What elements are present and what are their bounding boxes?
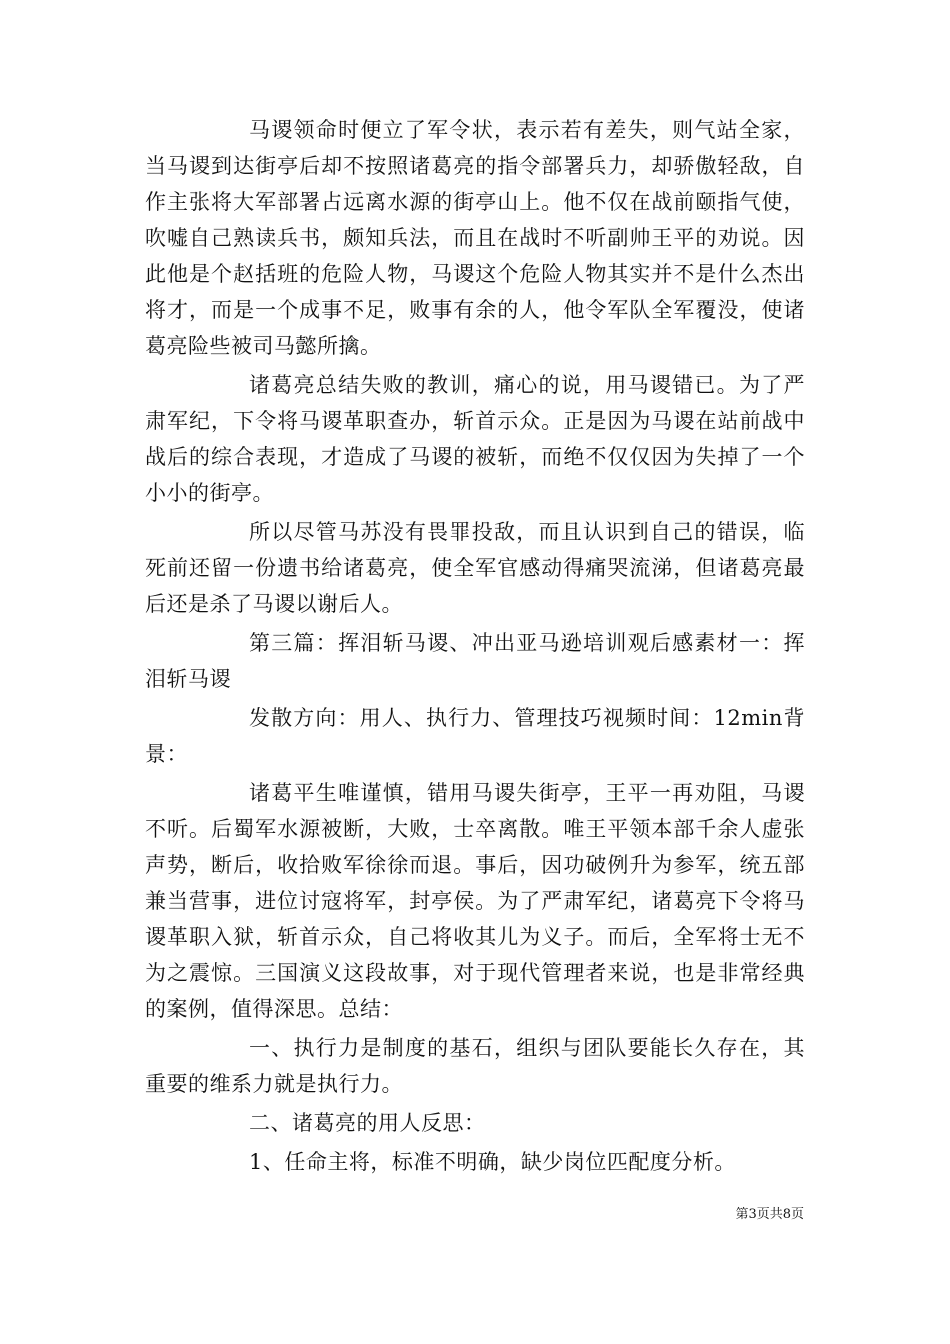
paragraph-7: 一、执行力是制度的基石，组织与团队要能长久存在，其重要的维系力就是执行力。 bbox=[145, 1036, 805, 1096]
paragraph-9: 1、任命主将，标准不明确，缺少岗位匹配度分析。 bbox=[249, 1150, 736, 1174]
paragraph-8: 二、诸葛亮的用人反思： bbox=[249, 1111, 486, 1135]
page-number: 第3页共8页 bbox=[735, 1207, 804, 1222]
document-body bbox=[145, 112, 805, 1183]
paragraph-5: 发散方向：用人、执行力、管理技巧视频时间：12min背景： bbox=[145, 706, 805, 766]
paragraph-2: 诸葛亮总结失败的教训，痛心的说，用马谡错已。为了严肃军纪，下令将马谡革职查办，斩首示众。正是因为马谡在站前战中战后的综合表现，才造成了马谡的被斩，而绝不仅仅因为失掉了一个小小的街亭。 bbox=[145, 373, 805, 505]
paragraph-1: 马谡领命时便立了军令状，表示若有差失，则气站全家，当马谡到达街亭后却不按照诸葛亮的指令部署兵力，却骄傲轻敌，自作主张将大军部署占远离水源的街亭山上。他不仅在战前颐指气使，吹嘘自己熟读兵书，颇知兵法，而且在战时不听副帅王平的劝说。因此他是个赵括班的危险人物，马谡这个危险人物其实并不是什么杰出将才，而是一个成事不足，败事有余的人，他令军队全军覆没，使诸葛亮险些被司马懿所擒。 bbox=[145, 118, 805, 358]
paragraph-6: 诸葛平生唯谨慎，错用马谡失街亭，王平一再劝阻，马谡不听。后蜀军水源被断，大败，士卒离散。唯王平领本部千余人虚张声势，断后，收拾败军徐徐而退。事后，因功破例升为参军，统五部兼当营事，进位讨寇将军，封亭侯。为了严肃军纪，诸葛亮下令将马谡革职入狱，斩首示众，自己将收其儿为义子。而后，全军将士无不为之震惊。三国演义这段故事，对于现代管理者来说，也是非常经典的案例，值得深思。总结： bbox=[145, 781, 805, 1021]
paragraph-4: 第三篇：挥泪斩马谡、冲出亚马逊培训观后感素材一：挥泪斩马谡 bbox=[145, 631, 805, 691]
paragraph-3: 所以尽管马苏没有畏罪投敌，而且认识到自己的错误，临死前还留一份遗书给诸葛亮，使全军官感动得痛哭流涕，但诸葛亮最后还是杀了马谡以谢后人。 bbox=[145, 520, 805, 616]
